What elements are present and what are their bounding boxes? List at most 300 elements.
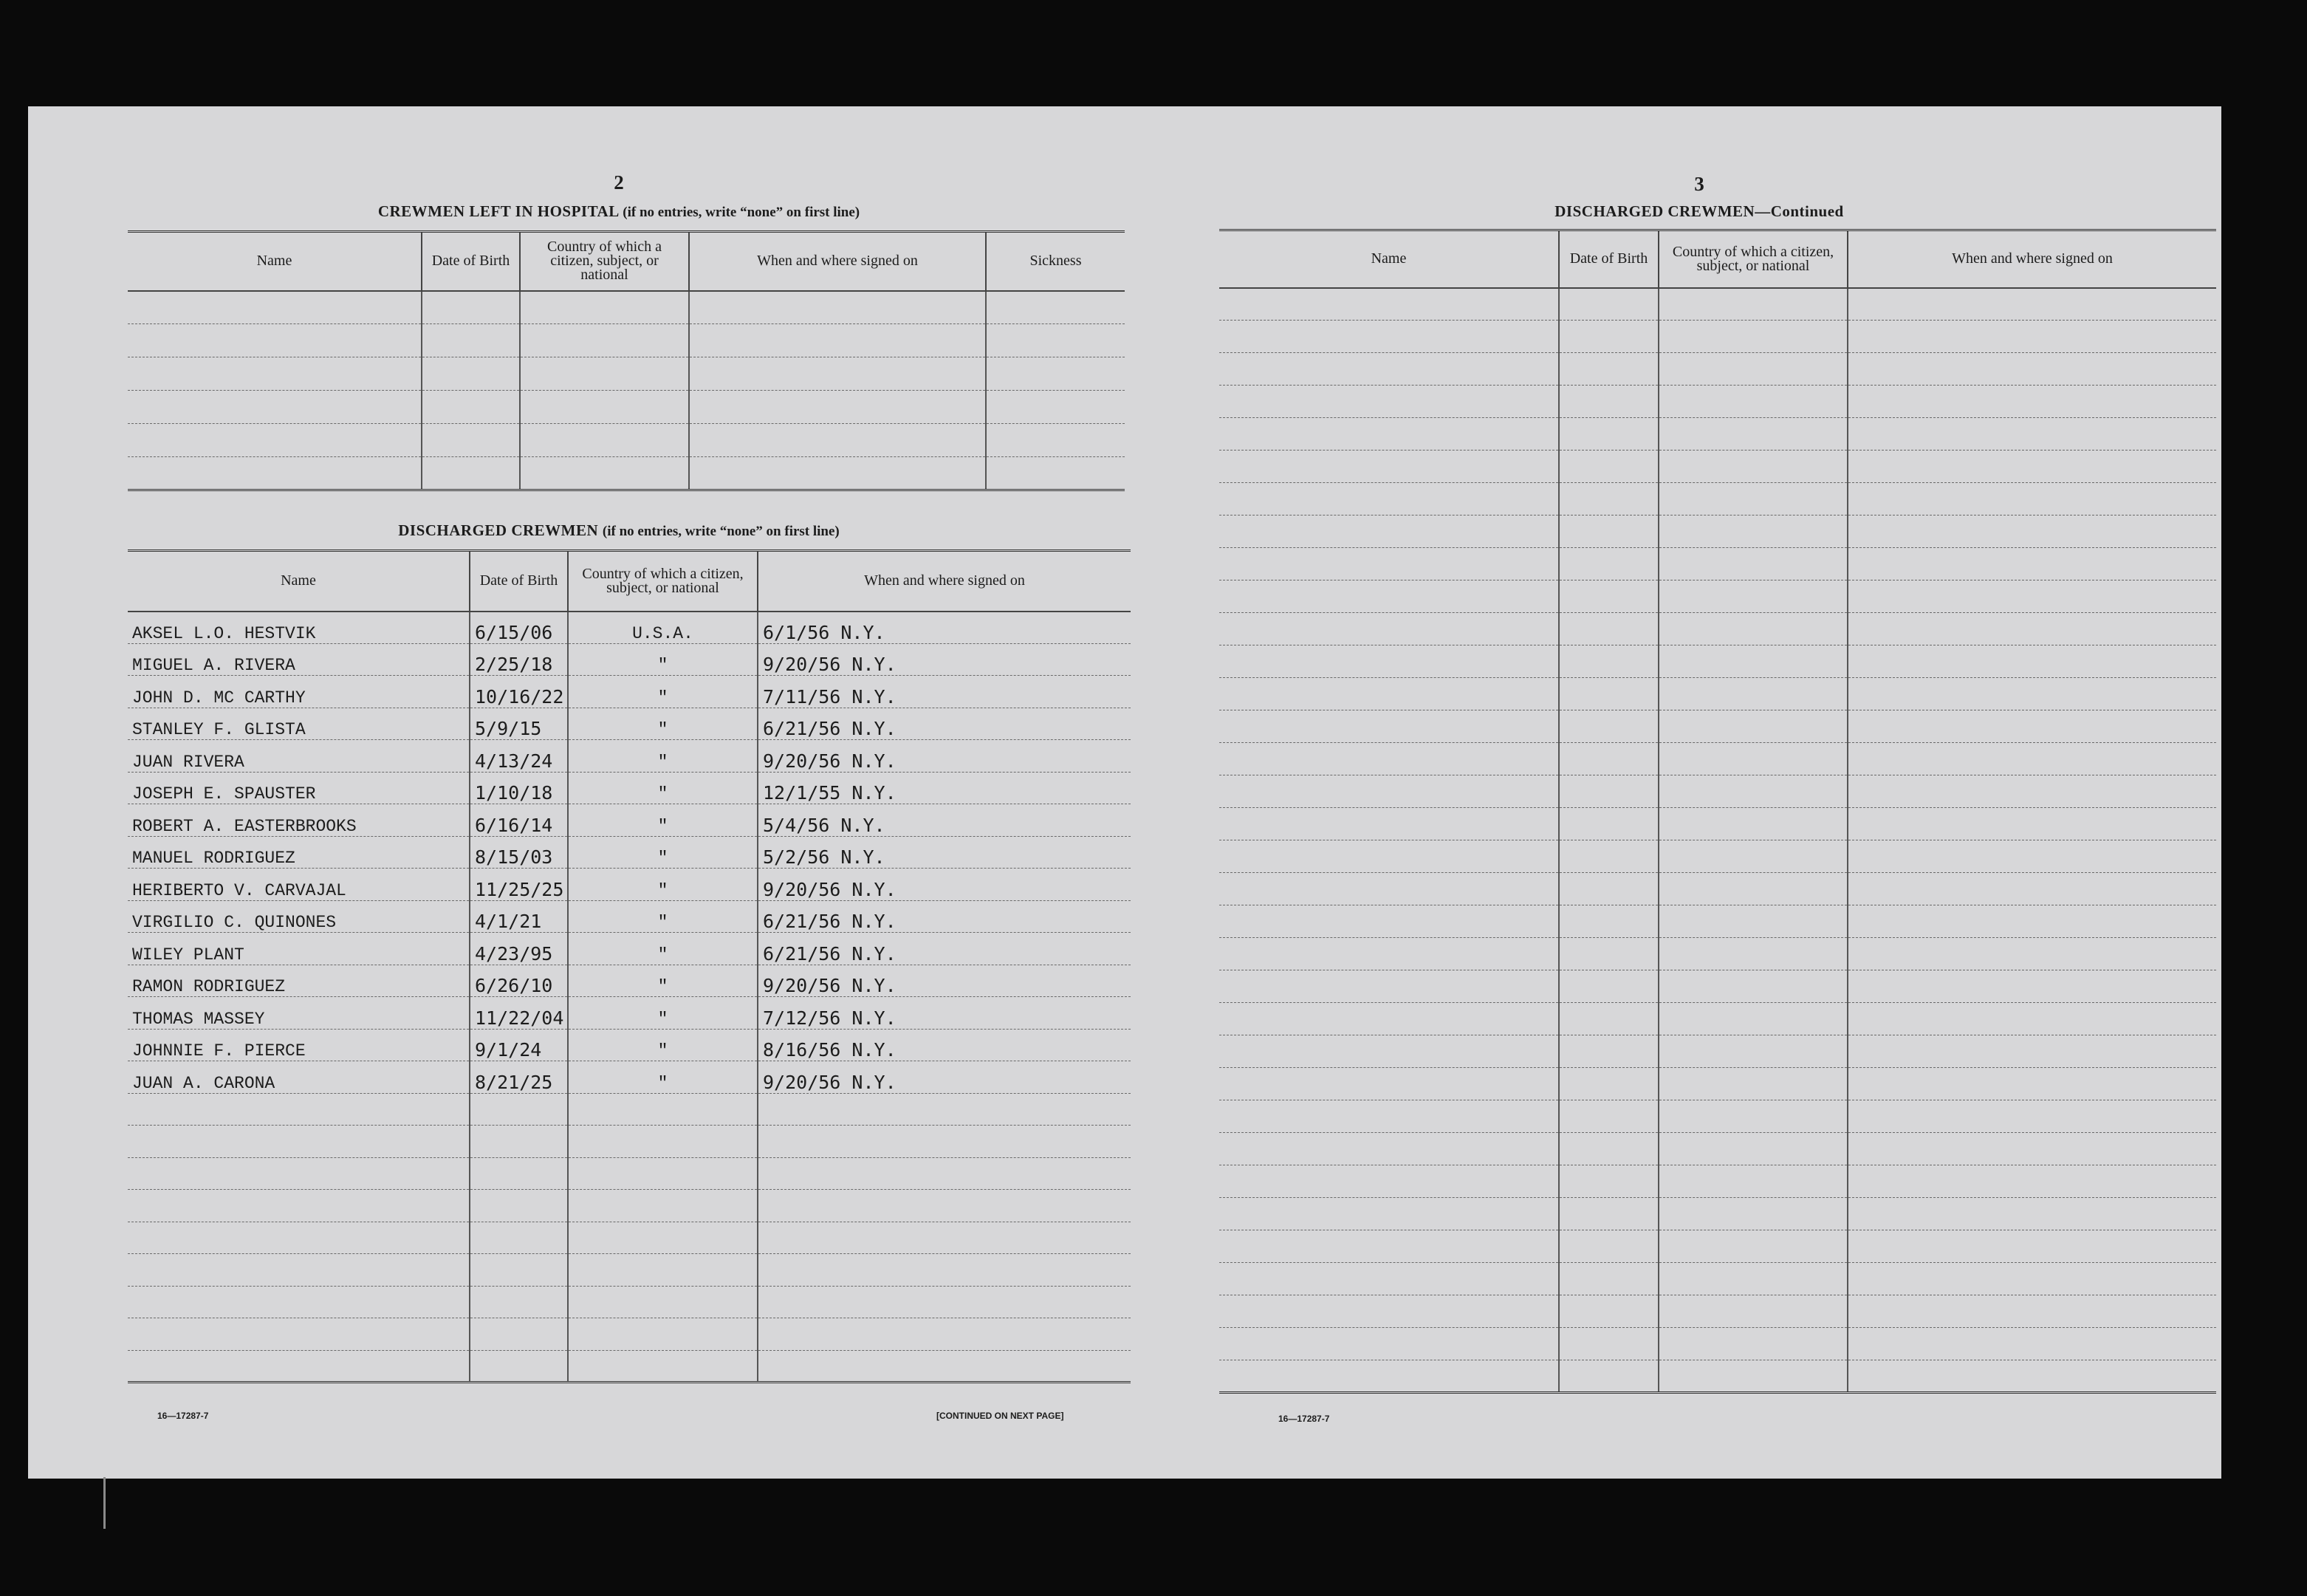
empty-cell xyxy=(1848,1068,2216,1100)
table-row xyxy=(128,643,1131,676)
date-of-birth: 6/26/10 xyxy=(470,965,568,997)
table-row xyxy=(1219,483,2216,516)
date-of-birth: 8/21/25 xyxy=(470,1061,568,1094)
empty-cell xyxy=(1559,1295,1659,1328)
empty-cell xyxy=(128,457,422,490)
empty-cell xyxy=(986,291,1125,324)
empty-cell xyxy=(1659,1295,1848,1328)
signed-on: 9/20/56 N.Y. xyxy=(758,740,1131,773)
crew-name: JOHN D. MC CARTHY xyxy=(128,676,470,708)
empty-cell xyxy=(689,424,986,457)
empty-cell xyxy=(520,324,689,357)
country: " xyxy=(568,836,758,869)
empty-cell xyxy=(1848,386,2216,418)
table-row xyxy=(128,291,1125,324)
table-row xyxy=(128,457,1125,490)
crew-name: MANUEL RODRIGUEZ xyxy=(128,836,470,869)
table-row xyxy=(128,772,1131,804)
empty-cell xyxy=(1219,873,1559,905)
table-row xyxy=(1219,1035,2216,1068)
table-row xyxy=(128,900,1131,933)
empty-cell xyxy=(520,357,689,391)
empty-cell xyxy=(1219,970,1559,1003)
empty-cell xyxy=(986,391,1125,424)
empty-cell xyxy=(1219,1360,1559,1393)
form-code: 16—17287-7 xyxy=(1278,1414,1330,1424)
table-row xyxy=(128,1061,1131,1094)
empty-cell xyxy=(1559,808,1659,840)
empty-cell xyxy=(1559,516,1659,548)
empty-cell xyxy=(1219,580,1559,613)
empty-cell xyxy=(1659,418,1848,451)
date-of-birth: 6/15/06 xyxy=(470,612,568,644)
empty-cell xyxy=(689,324,986,357)
country: " xyxy=(568,869,758,901)
empty-cell xyxy=(1219,678,1559,710)
empty-cell xyxy=(1848,970,2216,1003)
discharged-col-signed: When and where signed on xyxy=(758,551,1131,612)
discharged-col-name: Name xyxy=(128,551,470,612)
signed-on: 9/20/56 N.Y. xyxy=(758,643,1131,676)
empty-cell xyxy=(1659,1230,1848,1263)
table-row xyxy=(128,1190,1131,1222)
empty-cell xyxy=(568,1318,758,1351)
empty-cell xyxy=(758,1093,1131,1126)
empty-cell xyxy=(1659,1100,1848,1133)
country: U.S.A. xyxy=(568,612,758,644)
table-row xyxy=(128,804,1131,837)
table-row xyxy=(128,1029,1131,1061)
empty-cell xyxy=(422,457,520,490)
empty-cell xyxy=(470,1318,568,1351)
empty-cell xyxy=(1659,873,1848,905)
empty-cell xyxy=(1219,321,1559,353)
country: " xyxy=(568,1061,758,1094)
empty-cell xyxy=(1219,613,1559,645)
empty-cell xyxy=(1848,1328,2216,1360)
continued-col-name: Name xyxy=(1219,230,1559,288)
empty-cell xyxy=(689,391,986,424)
date-of-birth: 6/16/14 xyxy=(470,804,568,837)
signed-on: 9/20/56 N.Y. xyxy=(758,965,1131,997)
empty-cell xyxy=(1219,451,1559,483)
empty-cell xyxy=(1559,1360,1659,1393)
empty-cell xyxy=(128,1157,470,1190)
empty-cell xyxy=(1219,1263,1559,1295)
discharged-rows xyxy=(128,612,1131,1383)
continued-section-title: DISCHARGED CREWMEN—Continued xyxy=(1554,202,1844,220)
empty-cell xyxy=(1659,1133,1848,1165)
empty-cell xyxy=(520,391,689,424)
empty-cell xyxy=(1848,483,2216,516)
empty-cell xyxy=(1659,1003,1848,1035)
table-row xyxy=(128,1286,1131,1318)
table-row xyxy=(128,965,1131,997)
empty-cell xyxy=(1848,451,2216,483)
empty-cell xyxy=(1659,808,1848,840)
empty-cell xyxy=(1659,483,1848,516)
empty-cell xyxy=(1659,1165,1848,1198)
table-row xyxy=(1219,645,2216,678)
continued-table xyxy=(1219,229,2216,1394)
empty-cell xyxy=(1219,418,1559,451)
country: " xyxy=(568,676,758,708)
signed-on: 8/16/56 N.Y. xyxy=(758,1029,1131,1061)
empty-cell xyxy=(758,1350,1131,1383)
hospital-rows xyxy=(128,291,1125,490)
date-of-birth: 11/25/25 xyxy=(470,869,568,901)
form-code: 16—17287-7 xyxy=(157,1411,209,1421)
empty-cell xyxy=(1659,548,1848,580)
empty-cell xyxy=(1219,775,1559,808)
page-number: 3 xyxy=(1694,173,1704,195)
scan-edge-mark xyxy=(103,1477,106,1529)
empty-cell xyxy=(1559,386,1659,418)
country: " xyxy=(568,997,758,1030)
table-row xyxy=(1219,353,2216,386)
empty-cell xyxy=(422,357,520,391)
table-row xyxy=(1219,1198,2216,1230)
table-row xyxy=(128,708,1131,740)
crew-name: JOHNNIE F. PIERCE xyxy=(128,1029,470,1061)
continued-rows xyxy=(1219,288,2216,1393)
empty-cell xyxy=(1559,1003,1659,1035)
empty-cell xyxy=(1219,1100,1559,1133)
table-row xyxy=(1219,1133,2216,1165)
empty-cell xyxy=(1559,483,1659,516)
empty-cell xyxy=(1219,743,1559,775)
empty-cell xyxy=(1219,938,1559,970)
empty-cell xyxy=(1848,873,2216,905)
empty-cell xyxy=(1659,645,1848,678)
empty-cell xyxy=(1659,938,1848,970)
empty-cell xyxy=(1848,1295,2216,1328)
empty-cell xyxy=(1559,321,1659,353)
crew-name: JUAN A. CARONA xyxy=(128,1061,470,1094)
signed-on: 6/21/56 N.Y. xyxy=(758,933,1131,965)
signed-on: 6/21/56 N.Y. xyxy=(758,708,1131,740)
country: " xyxy=(568,708,758,740)
empty-cell xyxy=(1659,970,1848,1003)
empty-cell xyxy=(1848,743,2216,775)
empty-cell xyxy=(1559,1100,1659,1133)
empty-cell xyxy=(1559,1165,1659,1198)
table-row xyxy=(1219,1100,2216,1133)
empty-cell xyxy=(1848,1230,2216,1263)
continued-note: [CONTINUED ON NEXT PAGE] xyxy=(936,1411,1064,1421)
empty-cell xyxy=(689,291,986,324)
crew-name: ROBERT A. EASTERBROOKS xyxy=(128,804,470,837)
table-row xyxy=(1219,418,2216,451)
crew-name: STANLEY F. GLISTA xyxy=(128,708,470,740)
empty-cell xyxy=(422,424,520,457)
crew-name: VIRGILIO C. QUINONES xyxy=(128,900,470,933)
empty-cell xyxy=(1848,1133,2216,1165)
signed-on: 7/12/56 N.Y. xyxy=(758,997,1131,1030)
empty-cell xyxy=(1659,451,1848,483)
empty-cell xyxy=(1559,1035,1659,1068)
country: " xyxy=(568,643,758,676)
table-row xyxy=(1219,1295,2216,1328)
empty-cell xyxy=(1559,840,1659,873)
empty-cell xyxy=(1848,288,2216,321)
signed-on: 6/21/56 N.Y. xyxy=(758,900,1131,933)
empty-cell xyxy=(758,1190,1131,1222)
empty-cell xyxy=(1219,386,1559,418)
empty-cell xyxy=(568,1350,758,1383)
empty-cell xyxy=(1848,1003,2216,1035)
empty-cell xyxy=(128,1190,470,1222)
empty-cell xyxy=(1559,548,1659,580)
empty-cell xyxy=(1848,840,2216,873)
empty-cell xyxy=(568,1254,758,1287)
hospital-col-name: Name xyxy=(128,232,422,291)
table-row xyxy=(128,424,1125,457)
empty-cell xyxy=(758,1318,1131,1351)
empty-cell xyxy=(1219,808,1559,840)
table-row xyxy=(1219,548,2216,580)
table-row xyxy=(128,1350,1131,1383)
country: " xyxy=(568,740,758,773)
table-row xyxy=(128,324,1125,357)
document-sheet xyxy=(28,106,2221,1479)
empty-cell xyxy=(986,357,1125,391)
signed-on: 7/11/56 N.Y. xyxy=(758,676,1131,708)
table-row xyxy=(1219,678,2216,710)
empty-cell xyxy=(128,1093,470,1126)
empty-cell xyxy=(568,1126,758,1158)
table-row xyxy=(1219,321,2216,353)
continued-col-country: Country of which a citizen, subject, or national xyxy=(1659,230,1848,288)
table-row xyxy=(128,1093,1131,1126)
empty-cell xyxy=(1559,1198,1659,1230)
empty-cell xyxy=(470,1222,568,1254)
empty-cell xyxy=(1848,580,2216,613)
empty-cell xyxy=(1848,1360,2216,1393)
page-number: 2 xyxy=(614,171,624,193)
table-row xyxy=(1219,710,2216,743)
signed-on: 9/20/56 N.Y. xyxy=(758,869,1131,901)
crew-name: THOMAS MASSEY xyxy=(128,997,470,1030)
empty-cell xyxy=(1559,613,1659,645)
date-of-birth: 1/10/18 xyxy=(470,772,568,804)
empty-cell xyxy=(1848,1100,2216,1133)
signed-on: 9/20/56 N.Y. xyxy=(758,1061,1131,1094)
empty-cell xyxy=(1659,775,1848,808)
empty-cell xyxy=(470,1254,568,1287)
table-row xyxy=(128,612,1131,644)
empty-cell xyxy=(986,324,1125,357)
hospital-title: CREWMEN LEFT IN HOSPITAL xyxy=(377,202,619,220)
empty-cell xyxy=(520,424,689,457)
empty-cell xyxy=(128,1254,470,1287)
empty-cell xyxy=(758,1254,1131,1287)
empty-cell xyxy=(1559,580,1659,613)
empty-cell xyxy=(128,424,422,457)
empty-cell xyxy=(986,457,1125,490)
empty-cell xyxy=(1219,1068,1559,1100)
table-row xyxy=(1219,1360,2216,1393)
hospital-col-sickness: Sickness xyxy=(986,232,1125,291)
country: " xyxy=(568,900,758,933)
date-of-birth: 2/25/18 xyxy=(470,643,568,676)
empty-cell xyxy=(1559,710,1659,743)
empty-cell xyxy=(1559,970,1659,1003)
empty-cell xyxy=(128,1222,470,1254)
empty-cell xyxy=(128,1286,470,1318)
table-row xyxy=(128,357,1125,391)
crew-name: WILEY PLANT xyxy=(128,933,470,965)
empty-cell xyxy=(568,1157,758,1190)
empty-cell xyxy=(1659,580,1848,613)
table-row xyxy=(1219,1165,2216,1198)
empty-cell xyxy=(568,1286,758,1318)
date-of-birth: 4/13/24 xyxy=(470,740,568,773)
empty-cell xyxy=(1848,710,2216,743)
empty-cell xyxy=(1559,775,1659,808)
hospital-col-signed: When and where signed on xyxy=(689,232,986,291)
empty-cell xyxy=(758,1126,1131,1158)
empty-cell xyxy=(1659,1035,1848,1068)
empty-cell xyxy=(128,324,422,357)
empty-cell xyxy=(1219,483,1559,516)
empty-cell xyxy=(1559,1230,1659,1263)
empty-cell xyxy=(1848,1035,2216,1068)
table-row xyxy=(1219,970,2216,1003)
empty-cell xyxy=(568,1093,758,1126)
table-row xyxy=(128,997,1131,1030)
empty-cell xyxy=(1219,1328,1559,1360)
discharged-table xyxy=(128,549,1131,1383)
table-row xyxy=(1219,613,2216,645)
empty-cell xyxy=(1659,905,1848,938)
empty-cell xyxy=(422,391,520,424)
empty-cell xyxy=(1219,1165,1559,1198)
table-row xyxy=(1219,288,2216,321)
table-row xyxy=(1219,938,2216,970)
empty-cell xyxy=(1559,873,1659,905)
date-of-birth: 10/16/22 xyxy=(470,676,568,708)
hospital-table xyxy=(128,230,1125,491)
empty-cell xyxy=(1559,1133,1659,1165)
discharged-col-dob: Date of Birth xyxy=(470,551,568,612)
empty-cell xyxy=(1219,1230,1559,1263)
empty-cell xyxy=(128,1318,470,1351)
table-row xyxy=(1219,743,2216,775)
signed-on: 6/1/56 N.Y. xyxy=(758,612,1131,644)
empty-cell xyxy=(470,1286,568,1318)
empty-cell xyxy=(520,291,689,324)
table-row xyxy=(1219,873,2216,905)
empty-cell xyxy=(128,1126,470,1158)
empty-cell xyxy=(1659,1360,1848,1393)
empty-cell xyxy=(1848,516,2216,548)
empty-cell xyxy=(470,1157,568,1190)
empty-cell xyxy=(1848,1198,2216,1230)
table-row xyxy=(1219,808,2216,840)
hospital-note: (if no entries, write “none” on first line) xyxy=(623,205,860,220)
table-row xyxy=(128,1126,1131,1158)
date-of-birth: 8/15/03 xyxy=(470,836,568,869)
table-row xyxy=(1219,905,2216,938)
discharged-col-country: Country of which a citizen, subject, or national xyxy=(568,551,758,612)
table-row xyxy=(128,933,1131,965)
discharged-section-title xyxy=(98,521,1139,540)
empty-cell xyxy=(422,324,520,357)
empty-cell xyxy=(520,457,689,490)
discharged-note: (if no entries, write “none” on first line) xyxy=(602,524,840,539)
empty-cell xyxy=(1559,1263,1659,1295)
table-row xyxy=(1219,580,2216,613)
table-row xyxy=(128,1157,1131,1190)
empty-cell xyxy=(1848,938,2216,970)
empty-cell xyxy=(1559,1328,1659,1360)
table-row xyxy=(128,1318,1131,1351)
table-row xyxy=(128,1254,1131,1287)
empty-cell xyxy=(1219,548,1559,580)
empty-cell xyxy=(758,1222,1131,1254)
empty-cell xyxy=(1659,613,1848,645)
empty-cell xyxy=(568,1222,758,1254)
empty-cell xyxy=(1659,1328,1848,1360)
empty-cell xyxy=(1219,905,1559,938)
table-row xyxy=(1219,840,2216,873)
empty-cell xyxy=(422,291,520,324)
crew-name: MIGUEL A. RIVERA xyxy=(128,643,470,676)
country: " xyxy=(568,1029,758,1061)
crew-name: AKSEL L.O. HESTVIK xyxy=(128,612,470,644)
empty-cell xyxy=(1559,743,1659,775)
date-of-birth: 4/1/21 xyxy=(470,900,568,933)
table-row xyxy=(1219,1230,2216,1263)
empty-cell xyxy=(568,1190,758,1222)
empty-cell xyxy=(1848,808,2216,840)
empty-cell xyxy=(1848,1263,2216,1295)
empty-cell xyxy=(758,1157,1131,1190)
date-of-birth: 4/23/95 xyxy=(470,933,568,965)
empty-cell xyxy=(1848,321,2216,353)
country: " xyxy=(568,965,758,997)
empty-cell xyxy=(1659,516,1848,548)
empty-cell xyxy=(1848,678,2216,710)
empty-cell xyxy=(128,357,422,391)
empty-cell xyxy=(1559,645,1659,678)
table-row xyxy=(128,740,1131,773)
hospital-col-dob: Date of Birth xyxy=(422,232,520,291)
empty-cell xyxy=(1848,418,2216,451)
country: " xyxy=(568,933,758,965)
empty-cell xyxy=(1659,353,1848,386)
table-row xyxy=(128,836,1131,869)
empty-cell xyxy=(1219,1198,1559,1230)
table-row xyxy=(1219,1328,2216,1360)
empty-cell xyxy=(986,424,1125,457)
date-of-birth: 9/1/24 xyxy=(470,1029,568,1061)
empty-cell xyxy=(1659,710,1848,743)
empty-cell xyxy=(1219,1295,1559,1328)
empty-cell xyxy=(1219,710,1559,743)
empty-cell xyxy=(1848,613,2216,645)
table-row xyxy=(1219,1263,2216,1295)
empty-cell xyxy=(470,1350,568,1383)
empty-cell xyxy=(1848,645,2216,678)
empty-cell xyxy=(470,1093,568,1126)
empty-cell xyxy=(1848,775,2216,808)
table-row xyxy=(128,676,1131,708)
empty-cell xyxy=(1559,288,1659,321)
table-row xyxy=(1219,451,2216,483)
empty-cell xyxy=(1848,353,2216,386)
